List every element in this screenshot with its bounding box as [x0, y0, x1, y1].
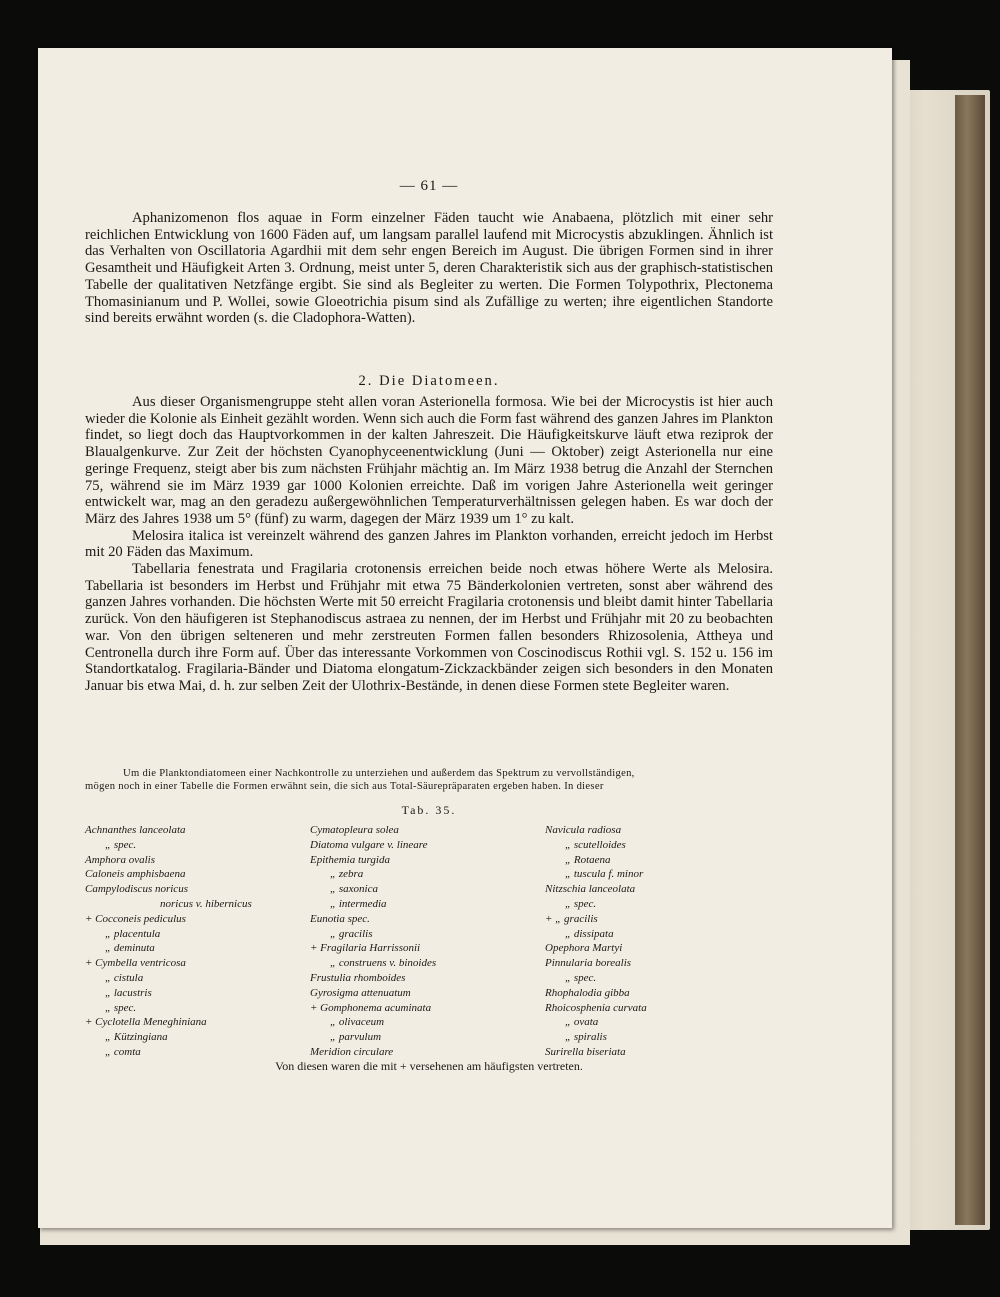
- paragraph-2: Aus dieser Organismengruppe steht allen voran Asterionella formosa. Wie bei der Microcystis ist hier auch wieder die Kolonie als Einheit gezählt worden. Wenn sich auch die Form fast während des ganzen Jahres im Plankton findet, so liegt doch das Hauptvorkommen in der kalten Jahreszeit. Die Häufigkeitskurve läuft etwa reziprok der Blaualgenkurve. Zur Zeit der höchsten Cyanophyceenentwicklung (Juni — Oktober) zeigt Asterionella nur eine geringe Frequenz, steigt aber bis zum nächsten Frühjahr mächtig an. Im März 1938 betrug die Anzahl der Sternchen 75, während sie im März 1939 gar 1000 Kolonien erreichte. Daß im vorigen Jahre Asterionella weit geringer entwickelt war, mag an den geradezu außergewöhnlichen Temperaturverhältnissen gelegen haben. Es war doch der März des Jahres 1938 um 5° (fünf) zu warm, dagegen der März 1939 um 1° zu kalt.: [85, 394, 773, 527]
- book-cover-edge: [955, 95, 985, 1225]
- table-entry: „ spec.: [565, 897, 597, 910]
- table-entry: Campylodiscus noricus: [85, 883, 188, 896]
- table-entry: „ spec.: [565, 971, 597, 984]
- table-entry: Eunotia spec.: [310, 912, 370, 925]
- table-entry: „ zebra: [330, 868, 364, 881]
- small-note-line-2: mögen noch in einer Tabelle die Formen erwähnt sein, die sich aus Total-Säurepräparaten ergeben haben. In dieser: [85, 781, 604, 792]
- table-entry: Achnanthes lanceolata: [85, 824, 186, 836]
- paragraph-4: Tabellaria fenestrata und Fragilaria crotonensis erreichen beide noch etwas höhere Werte als Melosira. Tabellaria ist besonders im Herbst und Frühjahr mit etwa 75 Bänderkolonien vertreten, sonst aber während des ganzen Jahres vorhanden. Die höchsten Werte mit 50 erreicht Fragilaria crotonensis und bleibt damit hinter Tabellaria zurück. Von den häufigeren ist Stephanodiscus astraea zu nennen, der im Herbst und Frühjahr mit 20 zu beobachten war. Von den übrigen selteneren und mehr zerstreuten Formen fallen besonders Rhizosolenia, Attheya und Centronella durch ihre Form auf. Über das interessante Vorkommen von Coscinodiscus Rothii vgl. S. 152 u. 156 im Standortkatalog. Fragilaria-Bänder und Diatoma elongatum-Zickzackbänder zeigen sich besonders in den Monaten Januar bis etwa Mai, d. h. zur selben Zeit der Ulothrix-Bestände, in denen diese Formen stete Begleiter waren.: [85, 561, 773, 694]
- table-entry: „ olivaceum: [330, 1016, 385, 1029]
- table-entry: „ parvulum: [330, 1031, 382, 1044]
- table-entry: + Cocconeis pediculus: [85, 912, 186, 925]
- table-entry: „ placentula: [105, 927, 161, 940]
- table-entry: Rhoicosphenia curvata: [545, 1001, 647, 1014]
- paragraph-3: Melosira italica ist vereinzelt während des ganzen Jahres im Plankton vorhanden, erreicht jedoch im Herbst mit 20 Fäden das Maximum.: [85, 527, 773, 561]
- table-entry: „ deminuta: [105, 942, 155, 955]
- paragraph-1: Aphanizomenon flos aquae in Form einzelner Fäden taucht wie Anabaena, plötzlich mit einer sehr reichlichen Entwicklung von 1600 Fäden auf, um langsam parallel laufend mit Microcystis abzuklingen. Ähnlich ist das Verhalten von Oscillatoria Agardhii mit dem sehr engen Bereich im August. Die übrigen Formen sind in ihrer Gesamtheit und Häufigkeit Arten 3. Ordnung, meist unter 5, deren Charakteristik sich aus der graphisch-statistischen Tabelle der qualitativen Netzfänge ergibt. Sie sind als Begleiter zu werten. Die Formen Tolypothrix, Plectonema Thomasinianum und P. Wollei, sowie Gloeotrichia pisum sind als Zufällige zu werten; ihre eigentlichen Standorte sind bereits erwähnt worden (s. die Cladophora-Watten).: [85, 210, 773, 327]
- table-entry: Surirella biseriata: [545, 1045, 626, 1058]
- table-entry: + Cymbella ventricosa: [85, 957, 186, 970]
- table-entry: „ ovata: [565, 1016, 599, 1029]
- table-entry: „ spec.: [105, 838, 137, 851]
- table-footer-note: Von diesen waren die mit + versehenen am häufigsten vertreten.: [275, 1059, 583, 1073]
- table-entry: „ cistula: [105, 971, 144, 984]
- table-entry: Diatoma vulgare v. lineare: [310, 838, 428, 851]
- table-entry: „ tuscula f. minor: [565, 868, 644, 881]
- paragraph-2-block: [85, 394, 773, 695]
- table-entry: „ scutelloides: [565, 838, 626, 851]
- table-column-2: [310, 823, 540, 1060]
- table-entry: „ dissipata: [565, 927, 614, 940]
- table-entry: Cymatopleura solea: [310, 824, 399, 836]
- table-entry: noricus v. hibernicus: [160, 897, 252, 910]
- table-entry: Meridion circulare: [310, 1045, 394, 1058]
- table-entry: + Cyclotella Meneghiniana: [85, 1016, 207, 1029]
- table-entry: + Fragilaria Harrissonii: [310, 942, 421, 955]
- table-entry: „ Kützingiana: [105, 1031, 168, 1044]
- small-note: [85, 767, 773, 793]
- table-entry: Gyrosigma attenuatum: [310, 986, 411, 999]
- page-number: — 61 —: [399, 178, 459, 194]
- table-column-3: [545, 823, 775, 1060]
- table-entry: „ lacustris: [105, 986, 152, 999]
- table-entry: Rhophalodia gibba: [545, 986, 630, 999]
- table-entry: + Gomphonema acuminata: [310, 1001, 432, 1014]
- table-entry: Frustulia rhomboides: [310, 971, 406, 984]
- table-entry: Navicula radiosa: [545, 824, 622, 836]
- table-entry: + „ gracilis: [545, 912, 598, 925]
- paragraph-1-block: [85, 210, 773, 327]
- table-entry: Caloneis amphisbaena: [85, 868, 186, 881]
- table-entry: „ intermedia: [330, 897, 387, 910]
- table-entry: „ spec.: [105, 1001, 137, 1014]
- table-entry: „ gracilis: [330, 927, 373, 940]
- table-entry: „ Rotaena: [565, 853, 611, 866]
- table-entry: „ spiralis: [565, 1031, 607, 1044]
- document-page: [38, 48, 892, 1228]
- table-column-1: [85, 823, 305, 1060]
- table-entry: Amphora ovalis: [85, 853, 155, 866]
- table-title: Tab. 35.: [401, 803, 457, 817]
- table-entry: Pinnularia borealis: [545, 957, 632, 970]
- section-heading: 2. Die Diatomeen.: [358, 373, 500, 389]
- table-entry: „ construens v. binoides: [330, 957, 437, 970]
- table-entry: Nitzschia lanceolata: [545, 883, 636, 896]
- table-entry: Epithemia turgida: [310, 853, 390, 866]
- table-entry: Opephora Martyi: [545, 942, 623, 955]
- table-entry: „ saxonica: [330, 883, 378, 896]
- small-note-line-1: Um die Planktondiatomeen einer Nachkontrolle zu unterziehen und außerdem das Spektrum zu vervollständigen,: [123, 768, 635, 779]
- table-entry: „ comta: [105, 1045, 141, 1058]
